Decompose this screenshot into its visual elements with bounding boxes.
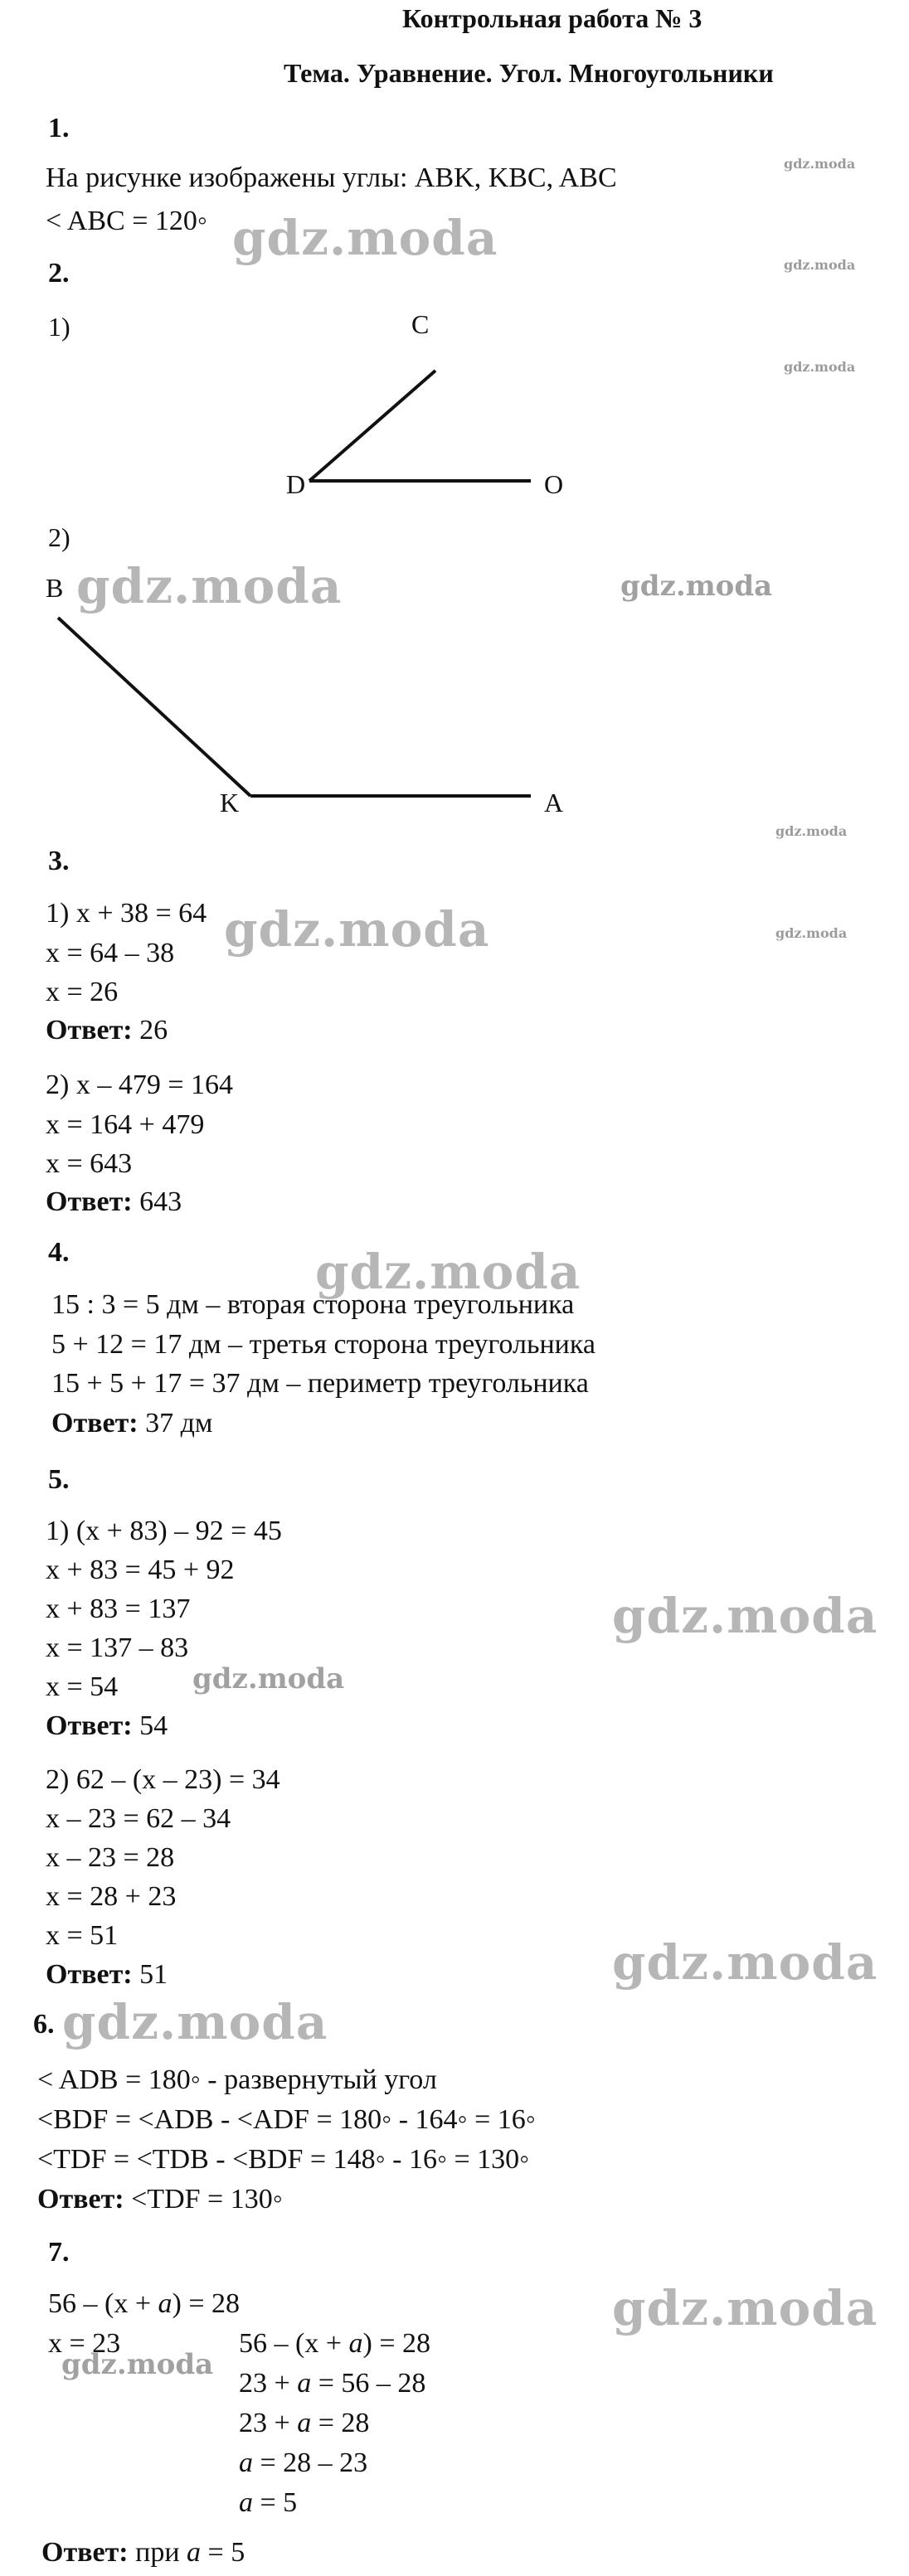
page-title: Контрольная работа № 3 [402, 3, 702, 33]
task5-part1-answer [46, 1712, 168, 1740]
task4-answer [51, 1409, 212, 1438]
task5-part2-line: x = 51 [46, 1920, 119, 1951]
task1-line1: На рисунке изображены углы: ABK, KBC, ABC [46, 163, 617, 193]
watermark: gdz.moda [784, 257, 856, 273]
task7-check-line [239, 2489, 297, 2517]
task5-part2-line: 2) 62 – (x – 23) = 34 [46, 1764, 280, 1795]
task3-part1-answer [46, 1016, 168, 1045]
task3-part1-line: 1) x + 38 = 64 [46, 898, 207, 929]
task5-part2-line: x – 23 = 62 – 34 [46, 1803, 231, 1834]
answer-value: 37 дм [138, 1408, 213, 1438]
eq-variable: a [239, 2487, 253, 2518]
answer-label: Ответ: [46, 1710, 133, 1741]
eq-text: = 28 [311, 2408, 370, 2438]
point-k-label: K [220, 788, 240, 817]
watermark: gdz.moda [775, 823, 848, 839]
task6-answer [37, 2185, 283, 2214]
eq-text: = 5 [253, 2487, 298, 2518]
task3-part2-line: x = 164 + 479 [46, 1109, 205, 1140]
task3-part1-line: x = 64 – 38 [46, 938, 175, 968]
watermark: gdz.moda [612, 1934, 878, 1991]
task5-number: 5. [48, 1464, 70, 1495]
ray-kb [58, 618, 250, 796]
answer-label: Ответ: [46, 1186, 133, 1217]
watermark: gdz.moda [224, 901, 490, 958]
answer-label: Ответ: [41, 2537, 129, 2568]
eq-variable: a [297, 2368, 312, 2399]
answer-label: Ответ: [46, 1015, 133, 1045]
point-d-label: D [286, 469, 306, 499]
task5-part2-line: x – 23 = 28 [46, 1842, 175, 1873]
eq-text: ) = 28 [172, 2288, 240, 2319]
answer-value: 26 [132, 1015, 168, 1045]
task2-number: 2. [48, 258, 70, 289]
answer-value: <TDF = 130◦ [124, 2184, 283, 2215]
task7-check-line [239, 2330, 430, 2358]
answer-variable: a [187, 2537, 202, 2568]
task4-line: 15 + 5 + 17 = 37 дм – периметр треугольника [51, 1368, 589, 1399]
eq-text: 23 + [239, 2408, 298, 2438]
task3-part2-answer [46, 1188, 182, 1216]
task7-check-line [239, 2409, 369, 2438]
task2-part2-label: 2) [48, 522, 70, 552]
task4-line: 5 + 12 = 17 дм – третья сторона треугольника [51, 1329, 595, 1360]
task3-number: 3. [48, 846, 70, 876]
task5-part2-answer [46, 1961, 168, 1989]
task7-check-line [239, 2449, 367, 2477]
eq-text: 56 – (x + [239, 2328, 349, 2359]
task2-part1-label: 1) [48, 312, 70, 342]
eq-text: 23 + [239, 2368, 298, 2399]
answer-label: Ответ: [51, 1408, 139, 1438]
eq-text: ) = 28 [362, 2328, 430, 2359]
point-o-label: O [544, 469, 564, 499]
task5-part1-line: x = 137 – 83 [46, 1632, 189, 1663]
task5-part1-line: x + 83 = 137 [46, 1594, 191, 1624]
eq-text: 56 – (x + [48, 2288, 158, 2319]
task7-equation [48, 2290, 240, 2318]
eq-text: = 56 – 28 [311, 2368, 426, 2399]
task7-check-line [239, 2370, 425, 2398]
point-b-label: B [46, 573, 64, 603]
task1-number: 1. [48, 113, 70, 143]
angle-cdo-figure [0, 0, 909, 829]
answer-text: при [128, 2537, 187, 2568]
task7-number: 7. [48, 2237, 70, 2268]
task5-part1-line: x + 83 = 45 + 92 [46, 1555, 235, 1585]
answer-value: 643 [132, 1186, 182, 1217]
eq-variable: a [297, 2408, 312, 2438]
task1-line2: < ABC = 120◦ [46, 206, 207, 236]
task4-number: 4. [48, 1237, 70, 1268]
point-a-label: A [544, 788, 564, 817]
eq-text: = 28 – 23 [253, 2447, 368, 2478]
watermark: gdz.moda [784, 156, 856, 172]
task7-x-value: x = 23 [48, 2328, 121, 2359]
point-c-label: C [411, 309, 430, 339]
task6-number: 6. [33, 2009, 55, 2040]
answer-text: = 5 [201, 2537, 245, 2568]
answer-label: Ответ: [37, 2184, 124, 2215]
watermark: gdz.moda [62, 1994, 328, 2050]
eq-variable: a [239, 2447, 253, 2478]
watermark: gdz.moda [620, 570, 773, 603]
task6-line: <TDF = <TDB - <BDF = 148◦ - 16◦ = 130◦ [37, 2144, 530, 2175]
answer-value: 51 [132, 1959, 168, 1990]
watermark: gdz.moda [76, 558, 343, 614]
answer-label: Ответ: [46, 1959, 133, 1990]
answer-value: 54 [132, 1710, 168, 1741]
watermark: gdz.moda [612, 1588, 878, 1644]
watermark: gdz.moda [784, 359, 856, 375]
task3-part1-line: x = 26 [46, 977, 119, 1007]
task3-part2-line: x = 643 [46, 1148, 133, 1179]
eq-variable: a [348, 2328, 363, 2359]
task5-part2-line: x = 28 + 23 [46, 1881, 177, 1912]
watermark: gdz.moda [61, 2348, 214, 2381]
task5-part1-line: x = 54 [46, 1671, 119, 1702]
task4-line: 15 : 3 = 5 дм – вторая сторона треугольника [51, 1289, 575, 1320]
watermark: gdz.moda [232, 210, 498, 266]
watermark: gdz.moda [192, 1662, 345, 1696]
task7-answer [41, 2539, 245, 2567]
watermark: gdz.moda [775, 925, 848, 941]
task6-line: < ADB = 180◦ - развернутый угол [37, 2064, 437, 2095]
eq-variable: a [158, 2288, 173, 2319]
ray-dc [309, 371, 435, 481]
task5-part1-line: 1) (x + 83) – 92 = 45 [46, 1516, 282, 1546]
watermark: gdz.moda [612, 2280, 878, 2336]
page-subtitle: Тема. Уравнение. Угол. Многоугольники [284, 58, 774, 88]
task6-line: <BDF = <ADB - <ADF = 180◦ - 164◦ = 16◦ [37, 2104, 536, 2135]
watermark: gdz.moda [315, 1244, 581, 1300]
task3-part2-line: 2) x – 479 = 164 [46, 1070, 233, 1100]
